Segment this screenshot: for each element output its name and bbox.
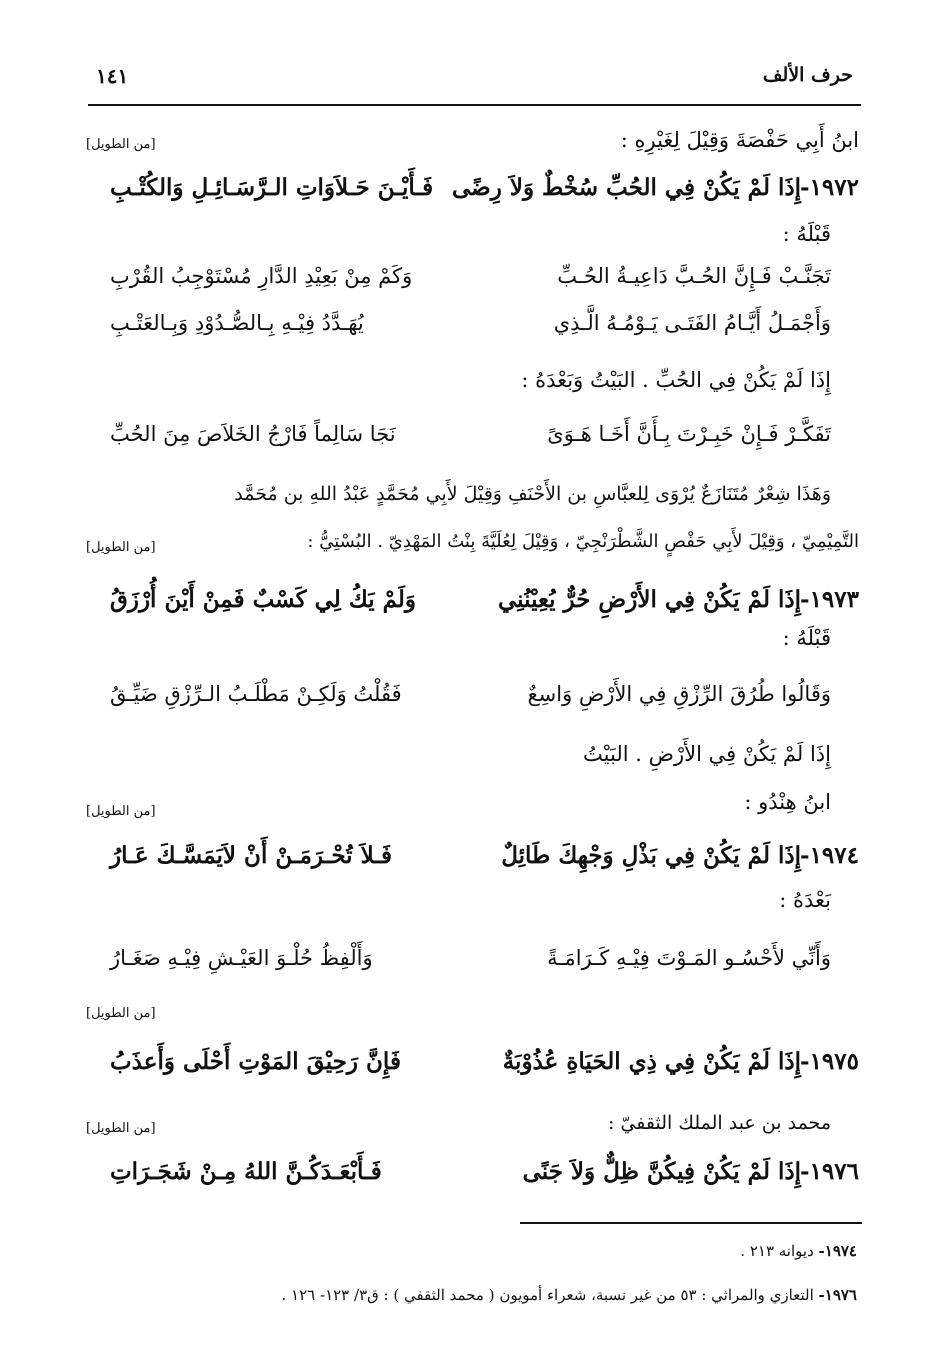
footnote-rule: [520, 1222, 862, 1224]
verse-hemistich-left: وَكَمْ مِنْ بَعِيْدِ الدَّارِ مُسْتَوْجِبُ القُرْبِ: [110, 264, 413, 288]
verse-hemistich-left: فَقُلْتُ وَلَكِـنْ مَطْلَـبُ الـرِّزْقِ ضَيِّـقُ: [110, 682, 402, 706]
verse-hemistich-right: تَجَنَّـبْ فَـإِنَّ الحُـبَّ دَاعِيـةُ الحُـبِّ: [557, 264, 831, 288]
verse-number: ١٩٧٥-: [800, 1048, 859, 1075]
prose-line: التَّمِيْمِيّ ، وَقِيْلَ لأَبِي حَفْصٍ الشَّطْرَنْجِيّ ، وَقِيْلَ لِعُلَيَّةَ بِنْتُ المَهْدِيّ . البُسْتِيُّ :: [307, 531, 859, 552]
verse-hemistich-right: إِذَا لَمْ يَكُنْ فِي بَذْلِ وَجْهِكَ طَائِلٌ: [501, 842, 801, 869]
section-label: بَعْدَهُ :: [779, 888, 831, 912]
verse-number: ١٩٧٤-: [800, 842, 859, 869]
verse-hemistich-right: إِذَا لَمْ يَكُنْ فِي الحُبِّ سُخْطٌ وَلاَ رِضًى: [452, 174, 801, 201]
prose-line: وَهَذَا شِعْرٌ مُتَنَازَعٌ يُرْوَى لِلعبَّاسِ بن الأَحْنَفِ وَقِيْلَ لأَبِي مُحَمَّدٍ عَبْدُ اللهِ بن مُحَمَّد: [234, 483, 831, 505]
verse-hemistich-left: يُهَـدَّدُ فِيْـهِ بِـالصُّـدُوْدِ وَبِـالعَتْـبِ: [110, 311, 364, 335]
verse-reference: إِذَا لَمْ يَكُنْ فِي الحُبِّ . البَيْتُ وَبَعْدَهُ :: [521, 368, 831, 392]
meter-label: [من الطويل]: [86, 1006, 156, 1021]
verse-hemistich-left: فَإِنَّ رَحِيْقَ المَوْتِ أَحْلَى وَأَعذَبُ: [110, 1048, 401, 1075]
header-rule: [88, 104, 861, 106]
verse-hemistich-right: وَأَنِّي لأَحْسُـو المَـوْتَ فِيْـهِ كَـرَامَـةً: [547, 946, 831, 970]
section-label: قَبْلَهُ :: [782, 222, 831, 246]
verse-hemistich-left: فَـلاَ تُحْـرَمَـنْ أَنْ لاَيَمَسَّـكَ عَـارُ: [110, 842, 393, 869]
footnote-number: ١٩٧٤-: [818, 1242, 857, 1260]
page-number: ١٤١: [96, 64, 129, 88]
verse-hemistich-right: إِذَا لَمْ يَكُنْ فِيكُنَّ ظِلٌّ وَلاَ جَنًى: [522, 1158, 801, 1185]
meter-label: [من الطويل]: [86, 1121, 156, 1136]
verse-hemistich-right: وَأَجْمَـلُ أَيَّـامُ الفَتَـى يَـوْمُـهُ الَّـذِي: [553, 311, 831, 335]
poet-intro: محمد بن عبد الملك الثقفيّ :: [607, 1112, 831, 1134]
verse-hemistich-left: فَـأَيْـنَ حَـلاَوَاتِ الـرَّسَـائِـلِ وَالكُتْـبِ: [110, 174, 434, 201]
verse-number: ١٩٧٢-: [800, 174, 859, 201]
meter-label: [من الطويل]: [86, 540, 156, 555]
verse-hemistich-left: وَلَمْ يَكُ لِي كَسْبٌ فَمِنْ أَيْنَ أُرْزَقُ: [110, 586, 417, 613]
verse-hemistich-left: وَأَلْفِظُ حُلْـوَ العَيْـشِ فِيْـهِ صَغَـارُ: [110, 946, 373, 970]
verse-hemistich-right: إِذَا لَمْ يَكُنْ فِي ذِي الحَيَاةِ عُذُوْبَةٌ: [502, 1048, 801, 1075]
verse-hemistich-right: وَقَالُوا طُرُقَ الرِّزْقِ فِي الأَرْضِ وَاسِعٌ: [527, 682, 831, 706]
verse-hemistich-left: فَـأَبْعَـدَكُـنَّ اللهُ مِـنْ شَجَـرَاتِ: [110, 1158, 382, 1185]
verse-hemistich-right: إِذَا لَمْ يَكُنْ فِي الأَرْضِ حُرٌّ يُعِيْنُنِي: [498, 586, 801, 613]
meter-label: [من الطويل]: [86, 137, 156, 152]
verse-hemistich-left: نَجَا سَالِماً فَارْجُ الخَلاَصَ مِنَ الحُبِّ: [110, 422, 396, 446]
footnote: [282, 1286, 858, 1304]
footnote-text: ديوانه ٢١٣ .: [740, 1242, 819, 1260]
section-label: قَبْلَهُ :: [782, 626, 831, 650]
verse-number: ١٩٧٣-: [800, 586, 859, 613]
footnote-text: التعازي والمراثي : ٥٣ من غير نسبة، شعراء أمويون ( محمد الثقفي ) : ق٣/ ١٢٣- ١٢٦ .: [281, 1286, 819, 1304]
verse-reference: إِذَا لَمْ يَكُنْ فِي الأَرْضِ . البَيْتُ: [583, 742, 831, 766]
running-header-title: حرف الألف: [762, 64, 853, 86]
footnote-number: ١٩٧٦-: [818, 1286, 857, 1304]
meter-label: [من الطويل]: [86, 804, 156, 819]
poet-intro: ابنُ هِنْدُو :: [744, 790, 831, 814]
poet-intro: ابنُ أَبِي حَفْصَةَ وَقِيْلَ لِغَيْرِهِ :: [620, 128, 859, 152]
verse-number: ١٩٧٦-: [800, 1158, 859, 1185]
footnote: [740, 1242, 857, 1260]
verse-hemistich-right: تَفَكَّـرْ فَـإِنْ خَبِـرْتَ بِـأَنَّ أَخَـا هَـوَىً: [547, 422, 831, 446]
